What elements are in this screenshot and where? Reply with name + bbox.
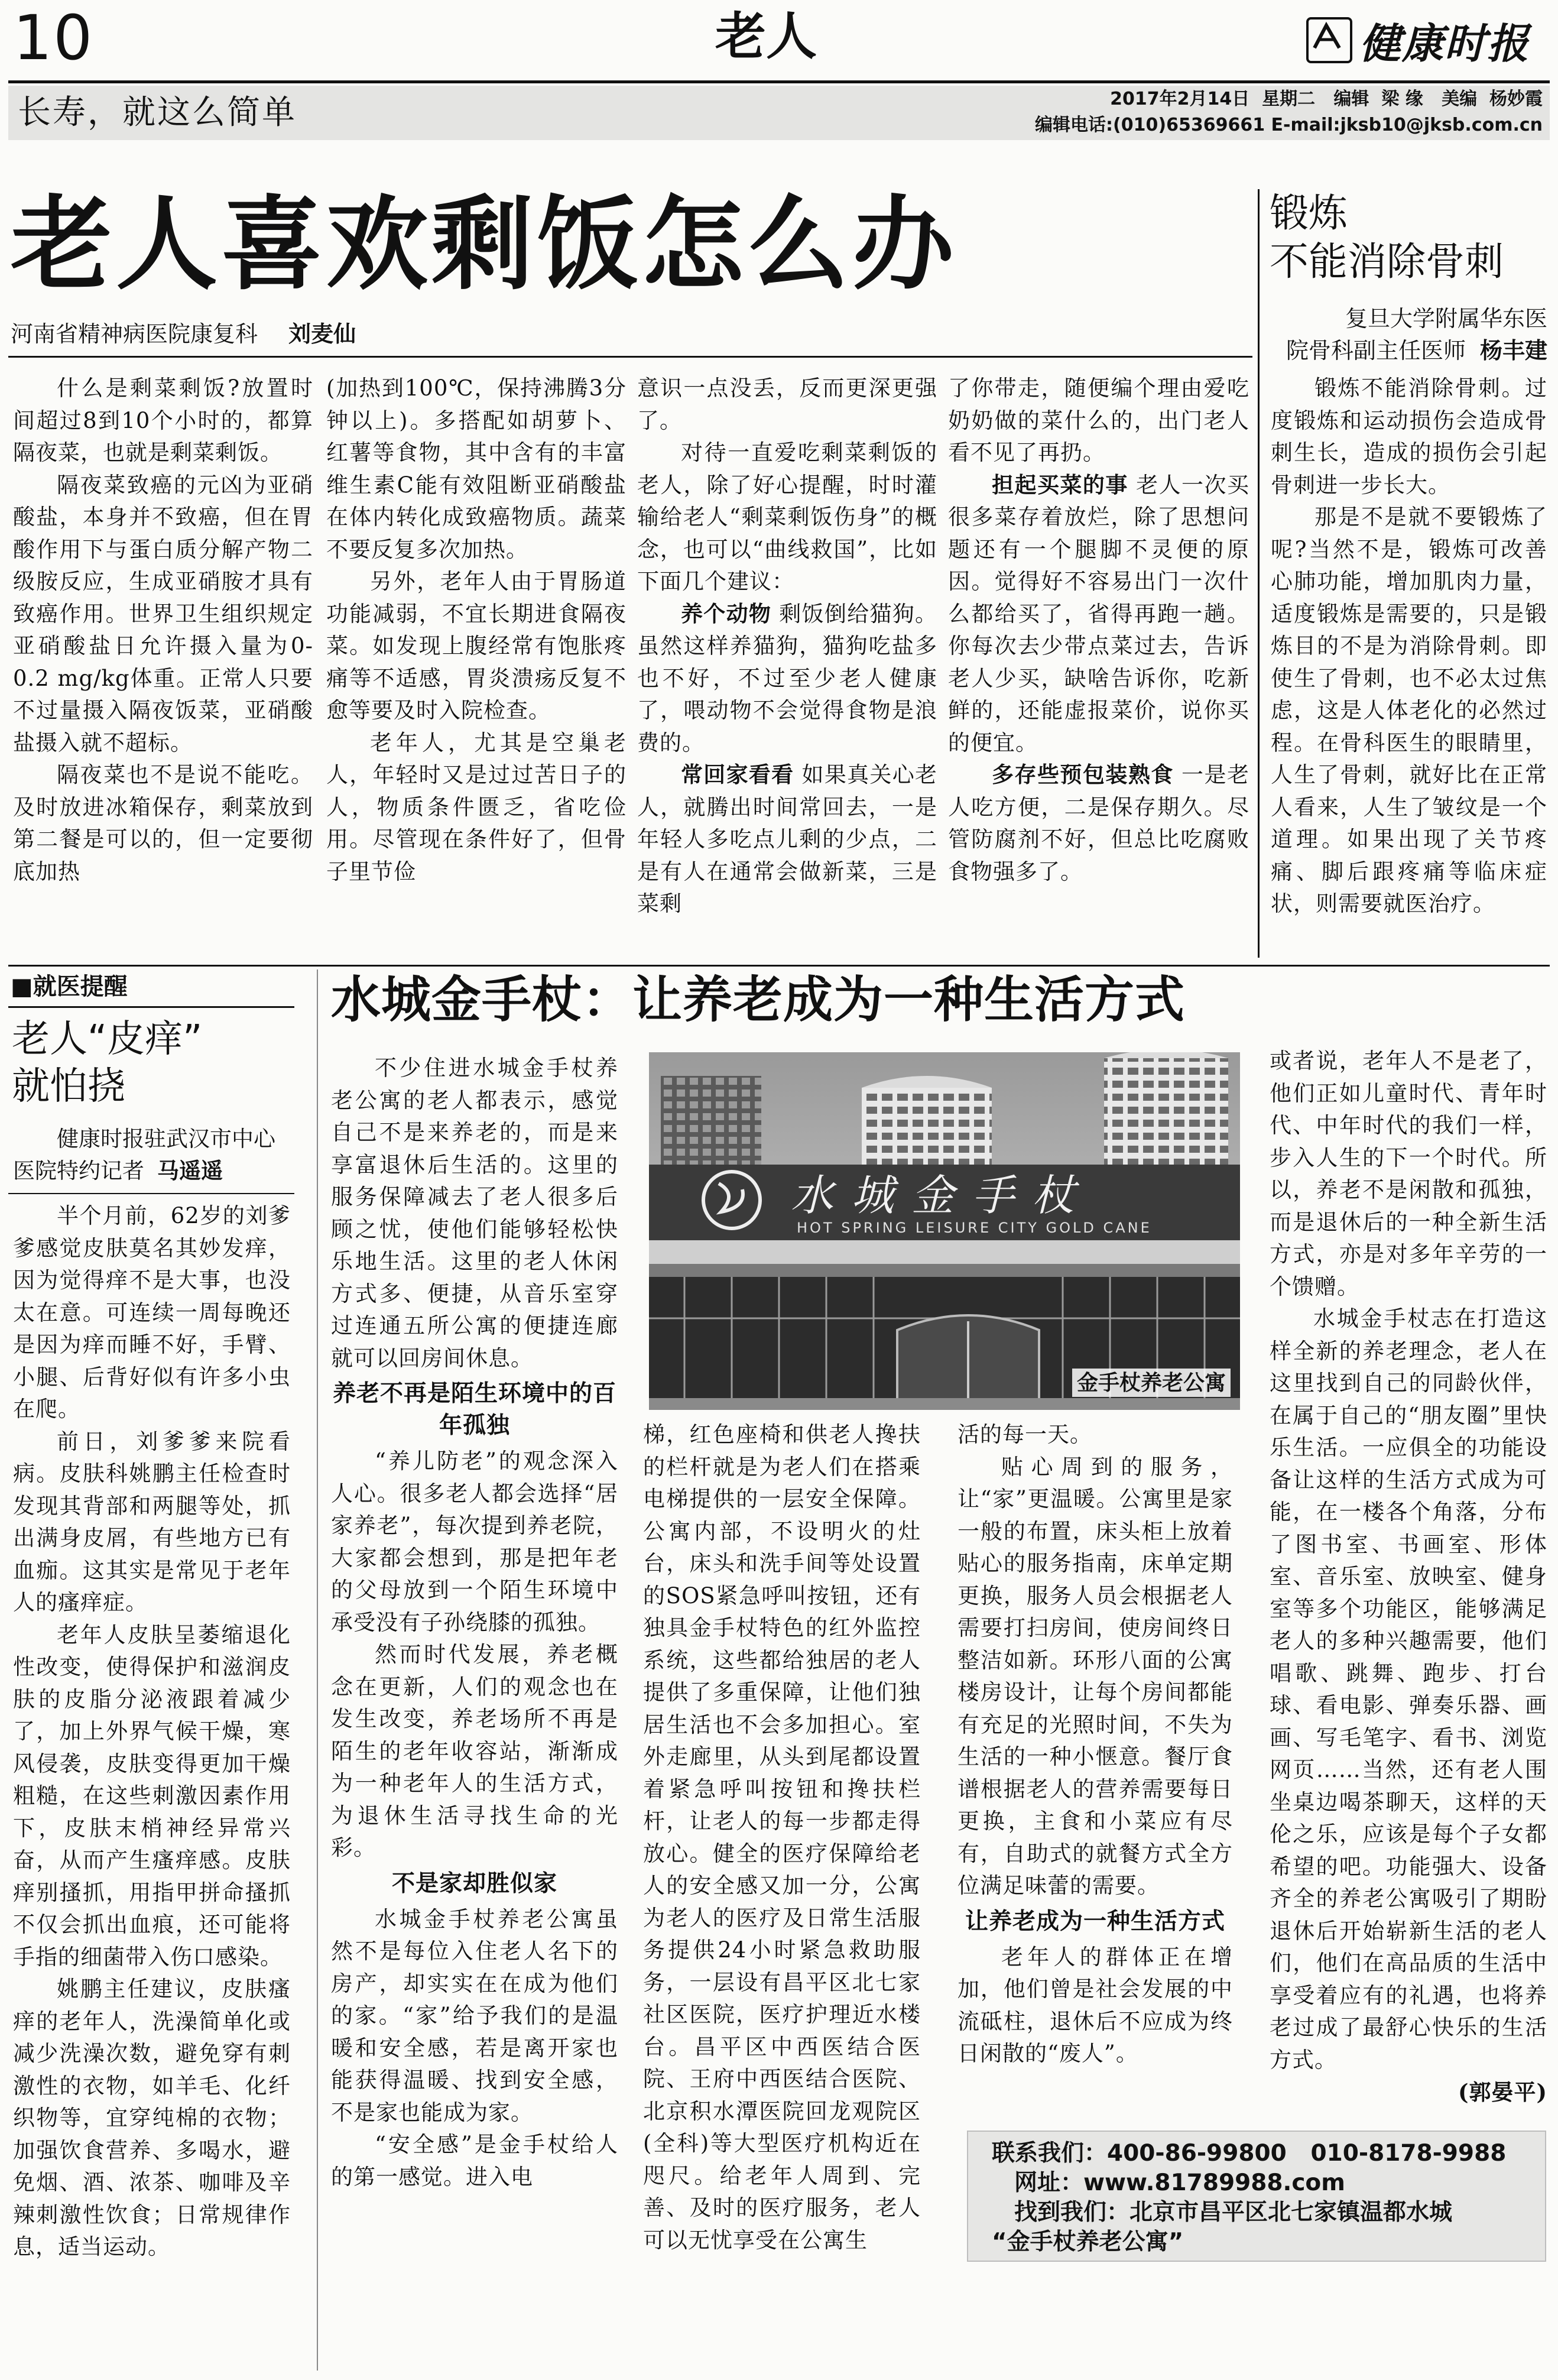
side-title-line2: 不能消除骨刺 [1270,239,1504,284]
reminder-byline-org: 健康时报驻武汉市中心医院特约记者 [13,1126,275,1183]
paragraph: 然而时代发展，养老概念在更新，人们的观念也在发生改变，养老场所不再是陌生的老年收容站，渐渐成为一种老年人的生活方式，为退休生活寻找生命的光彩。 [331,1642,618,1860]
feature-col-4 [1270,1045,1547,2127]
header-rule-top [8,80,1550,83]
feature-photo [649,1052,1240,1410]
editor-contact: 编辑电话:(010)65369661 E-mail:jksb10@jksb.com.cn [1035,115,1543,135]
paragraph: 隔夜菜致癌的元凶为亚硝酸盐，本身并不致癌，但在胃酸作用下与蛋白质分解产物二级胺反应，生成亚硝胺才具有致癌作用。世界卫生组织规定亚硝酸盐日允许摄入量为0-0.2 mg/kg体重。正常人只要不过量摄入隔夜饭菜，亚硝酸盐摄入就不超标。 [13,472,313,755]
reminder-byline [13,1123,291,1187]
brand-name: 健康时报 [1359,18,1530,68]
paragraph: 了你带走，随便编个理由爱吃奶奶做的菜什么的，出门老人看不见了再扔。 [948,375,1249,465]
paragraph: 姚鹏主任建议，皮肤瘙痒的老年人，洗澡简单化或减少洗澡次数，避免穿有刺激性的衣物，如羊毛、化纤织物等，宜穿纯棉的衣物；加强饮食营养、多喝水，避免烟、酒、浓茶、咖啡及辛辣刺激性饮食；日常规律作息，适当运动。 [13,1976,291,2259]
side-body [1271,372,1547,958]
main-col-3 [637,372,937,934]
paragraph: 梯，红色座椅和供老人搀扶的栏杆就是为老人们在搭乘电梯提供的一层安全保障。公寓内部，不设明火的灶台，床头和洗手间等处设置的SOS紧急呼叫按钮，还有独具金手杖特色的红外监控系统，这些都给独居的老人提供了多重保障，让他们独居生活也不会多加担心。室外走廊里，从头到尾都设置着紧急呼叫按钮和搀扶栏杆，让老人的每一步都走得放心。健全的医疗保障给老人的安全感又加一分，公寓为老人的医疗及日常生活服务提供24小时紧急救助服务，一层设有昌平区北七家社区医院，医疗护理近水楼台。昌平区中西医结合医院、王府中西医结合医院、北京积水潭医院回龙观院区(全科)等大型医疗机构近在咫尺。给老年人周到、完善、及时的医疗服务，老人可以无忧享受在公寓生 [643,1422,921,2253]
paragraph: 不少住进水城金手杖养老公寓的老人都表示，感觉自己不是来养老的，而是来享富退休后生活的。这里的服务保障减去了老人很多后顾之忧，使他们能够轻松快乐地生活。这里的老人休闲方式多、便捷，从音乐室穿过连通五所公寓的便捷连廊就可以回房间休息。 [331,1055,618,1371]
paragraph: 那是不是就不要锻炼了呢?当然不是，锻炼可改善心肺功能，增加肌肉力量，适度锻炼是需要的，只是锻炼目的不是为消除骨刺。即使生了骨刺，也不必太过焦虑，这是人体老化的必然过程。在骨科医生的眼睛里，人生了骨刺，就好比在正常人看来，人生了皱纹是一个道理。如果出现了关节疼痛、脚后跟疼痛等临床症状，则需要就医治疗。 [1271,504,1547,916]
paragraph: 贴心周到的服务，让“家”更温暖。公寓里是家一般的布置，床头柜上放着贴心的服务指南，床单定期更换，服务人员会根据老人需要打扫房间，使房间终日整洁如新。环形八面的公寓楼房设计，让每个房间都能有充足的光照时间，不失为生活的一种小惬意。餐厅食谱根据老人的营养需要每日更换，主食和小菜应有尽有，自助式的就餐方式全方位满足味蕾的需要。 [957,1454,1233,1898]
paragraph: 对待一直爱吃剩菜剩饭的老人，除了好心提醒，时时灌输给老人“剩菜剩饭伤身”的概念，也可以“曲线救国”，比如下面几个建议： [637,440,937,594]
subheading: 养老不再是陌生环境中的百年孤独 [332,1380,616,1439]
section-title: 老人 [715,7,817,66]
section-separator [8,965,1550,967]
reminder-title-line1: 老人“皮痒” [12,1017,203,1061]
brand-mark-icon [1306,17,1352,63]
brand-logo [1306,12,1530,69]
photo-caption: 金手杖养老公寓 [1072,1369,1231,1397]
date-editors: 2017年2月14日 星期二 编辑 梁 缘 美编 杨妙霞 [1110,89,1543,109]
side-byline-org-1: 复旦大学附属华东医 [1345,306,1547,332]
paragraph: 活的每一天。 [957,1422,1092,1447]
paragraph-text: 如果真关心老人，就腾出时间常回去，一是年轻人多吃点儿剩的少点，二是有人在通常会做新菜，三是菜剩 [637,762,937,916]
reminder-body [13,1200,291,2359]
main-byline-name: 刘麦仙 [288,321,356,347]
paragraph: 半个月前，62岁的刘爹爹感觉皮肤莫名其妙发痒，因为觉得痒不是大事，也没太在意。可连续一周每晚还是因为痒而睡不好，手臂、小腿、后背好似有许多小虫在爬。 [13,1203,291,1422]
contact-address-name: “金手杖养老公寓” [992,2229,1184,2255]
paragraph-text: 老人一次买很多菜存着放烂，除了思想问题还有一个腿脚不灵便的原因。觉得好不容易出门一次什么都给买了，省得再跑一趟。你每次去少带点菜过去，告诉老人少买，缺啥告诉你，吃新鲜的，还能虚报菜价，说你买的便宜。 [948,472,1249,755]
page-number: 10 [13,2,94,74]
reminder-section-label: ■就医提醒 [11,973,128,1000]
paragraph-lead: 常回家看看 [681,762,794,787]
side-title [1270,189,1504,286]
feature-headline: 水城金手杖：让养老成为一种生活方式 [331,970,1186,1029]
side-byline-org-2: 院骨科副主任医师 [1286,338,1466,364]
paragraph [637,598,937,760]
subheading: 不是家却胜似家 [391,1870,557,1897]
subheading: 让养老成为一种生活方式 [965,1908,1225,1935]
main-headline: 老人喜欢剩饭怎么办 [11,184,957,304]
paragraph: 另外，老年人由于胃肠道功能减弱，不宜长期进食隔夜菜。如发现上腹经常有饱胀疼痛等不适感，胃炎溃疡反复不愈等要及时入院检查。 [326,569,627,723]
reminder-byline-name: 马遥遥 [157,1158,223,1183]
paragraph: 水城金手杖志在打造这样全新的养老理念，老人在这里找到自己的同龄伙伴，在属于自己的“朋友圈”里快乐生活。一应俱全的功能设备让这样的生活方式成为可能，在一楼各个角落，分布了图书室、书画室、形体室、音乐室、放映室、健身室等多个功能区，能够满足老人的多种兴趣需要，他们唱歌、跳舞、跑步、打台球、看电影、弹奏乐器、画画、写毛笔字、看书、浏览网页……当然，还有老人围坐桌边喝茶聊天，这样的天伦之乐，应该是每个子女都希望的吧。功能强大、设备齐全的养老公寓吸引了期盼退休后开始崭新生活的老人们，他们在高品质的生活中享受着应有的礼遇，也将养老过成了最舒心快乐的生活方式。 [1270,1306,1547,2073]
paragraph-text: 一是老人吃方便，二是保存期久。尽管防腐剂不好，但总比吃腐败食物强多了。 [948,762,1249,884]
reminder-title-line2: 就怕挠 [12,1065,125,1108]
section-slogan: 长寿，就这么简单 [18,93,297,132]
feature-col-1 [331,1052,618,2365]
contact-phone: 联系我们：400-86-99800 010-8178-9988 [992,2140,1507,2167]
paragraph: (加热到100℃，保持沸腾3分钟以上)。多搭配如胡萝卜、红薯等食物，其中含有的丰富维生素C能有效阻断亚硝酸盐在体内转化成致癌物质。蔬菜不要反复多次加热。 [326,375,627,562]
photo-sign-english: HOT SPRING LEISURE CITY GOLD CANE [797,1220,1152,1236]
feature-contact-box [967,2131,1546,2262]
paragraph [637,759,937,920]
main-col-2 [326,372,627,934]
side-byline [1270,303,1547,367]
side-byline-name: 杨丰建 [1479,338,1547,364]
reminder-title [12,1016,202,1110]
paragraph: 前日，刘爹爹来院看病。皮肤科姚鹏主任检查时发现其背部和两腿等处，抓出满身皮屑，有些地方已有血痂。这其实是常见于老年人的瘙痒症。 [13,1428,291,1615]
contact-website[interactable]: 网址：www.81789988.com [1014,2170,1345,2196]
feature-col-2 [643,1419,921,2365]
paragraph: 老年人，尤其是空巢老人，年轻时又是过过苦日子的人，物质条件匮乏，省吃俭用。尽管现在条件好了，但骨子里节俭 [326,729,627,884]
paragraph: 什么是剩菜剩饭?放置时间超过8到10个小时的，都算隔夜菜，也就是剩菜剩饭。 [13,375,313,465]
paragraph-text: 剩饭倒给猫狗。虽然这样养猫狗，猫狗吃盐多也不好，不过至少老人健康了，喂动物不会觉得食物是浪费的。 [637,601,937,755]
feature-col-3 [957,1419,1233,2116]
paragraph-lead: 多存些预包装熟食 [992,762,1174,787]
paragraph: 锻炼不能消除骨刺。过度锻炼和运动损伤会造成骨刺生长，造成的损伤会引起骨刺进一步长大。 [1271,375,1547,498]
paragraph: 意识一点没丢，反而更深更强了。 [637,375,937,433]
photo-sign-text: 水城金手杖 [791,1170,1093,1220]
reminder-label-rule [8,1006,294,1008]
reminder-divider [317,969,318,2371]
side-title-line1: 锻炼 [1270,190,1348,236]
main-byline-rule [8,356,1252,358]
paragraph: 老年人的群体正在增加，他们曾是社会发展的中流砥柱，退休后不应成为终日闲散的“废人”。 [957,1944,1233,2066]
paragraph [948,759,1249,888]
main-byline-org: 河南省精神病医院康复科 [11,321,258,347]
main-col-1 [13,372,313,934]
reminder-byline-rule [8,1193,294,1194]
paragraph: (郭晏平) [1458,2079,1547,2105]
paragraph-lead: 养个动物 [681,601,772,627]
paragraph: 水城金手杖养老公寓虽然不是每位入住老人名下的房产，却实实在在成为他们的家。“家”给予我们的是温暖和安全感，若是离开家也能获得温暖、找到安全感，不是家也能成为家。 [331,1906,618,2125]
paragraph-lead: 担起买菜的事 [992,472,1128,498]
paragraph: 隔夜菜也不是说不能吃。及时放进冰箱保存，剩菜放到第二餐是可以的，但一定要彻底加热 [13,762,313,884]
paragraph: “安全感”是金手杖给人的第一感觉。进入电 [331,2132,618,2190]
side-divider [1258,189,1260,958]
contact-address: 找到我们：北京市昌平区北七家镇温都水城 [1014,2199,1453,2226]
paragraph: 或者说，老年人不是老了，他们正如儿童时代、青年时代、中年时代的我们一样，步入人生的下一个时代。所以，养老不是闲散和孤独，而是退休后的一种全新生活方式，亦是对多年辛劳的一个馈赠。 [1270,1048,1547,1299]
main-byline [11,319,356,349]
paragraph [948,469,1249,760]
paragraph: “养儿防老”的观念深入人心。很多老人都会选择“居家养老”，每次提到养老院，大家都会想到，那是把年老的父母放到一个陌生环境中承受没有子孙绕膝的孤独。 [331,1448,618,1635]
main-col-4 [948,372,1249,934]
paragraph: 老年人皮肤呈萎缩退化性改变，使得保护和滋润皮肤的皮脂分泌液跟着减少了，加上外界气候干燥，寒风侵袭，皮肤变得更加干燥粗糙，在这些刺激因素作用下，皮肤末梢神经异常兴奋，从而产生瘙痒感。皮肤痒别搔抓，用指甲拼命搔抓不仅会抓出血痕，还可能将手指的细菌带入伤口感染。 [13,1622,291,1970]
